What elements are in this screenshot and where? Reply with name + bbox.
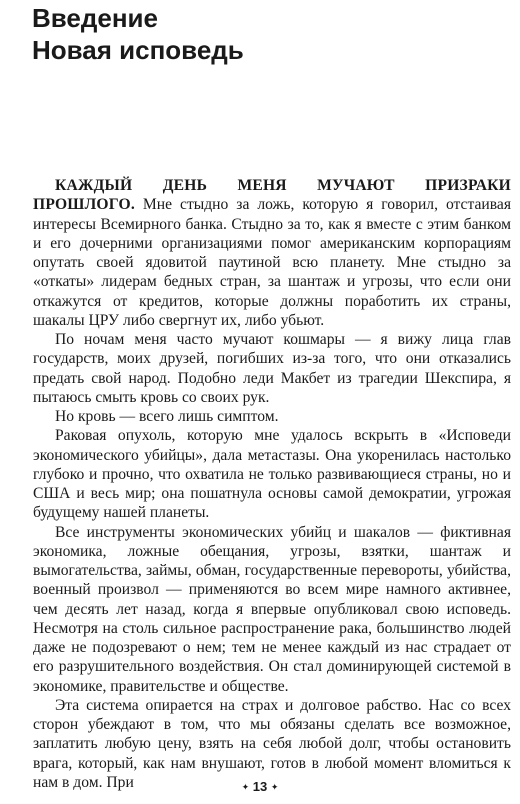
paragraph-2: По ночам меня часто мучают кошмары — я вижу лица глав государств, моих друзей, погибших из-за того, что они отказались предать свой народ. Подобно леди Макбет из трагедии Шекспира, я пытаюсь смыть кровь со своих рук. <box>33 331 511 406</box>
ornament-right-icon: ✦ <box>270 782 279 792</box>
chapter-title-line-1: Введение <box>32 3 158 33</box>
paragraph-4: Раковая опухоль, которую мне удалось вскрыть в «Исповеди экономического убийцы», дала метастазы. Она укоренилась настолько глубоко и прочно, что охватила не только развивающиеся страны, но и США и весь мир; она пошатнула основы самой демократии, угрожая будущему нашей планеты. <box>33 427 511 522</box>
paragraph-5: Все инструменты экономических убийц и шакалов — фиктивная экономика, ложные обещания, угрозы, взятки, шантаж и вымогательства, займы, обман, государственные перевороты, убийства, военный произвол — применяются во всем мире намного активнее, чем десять лет назад, когда я впервые опубликовал свою исповедь. Несмотря на столь сильное распространение рака, большинство людей даже не подозревают о нем; тем не менее каждый из нас страдает от его разрушительного воздействия. Он стал доминирующей системой в экономике, правительстве и обществе. <box>33 523 511 695</box>
page-number: 13 <box>252 779 268 794</box>
paragraph-1-text: Мне стыдно за ложь, которую я говорил, отстаивая интересы Всемирного банка. Стыдно за то, как я вместе с этим банком и его дочерними организациями помог американским корпорациям опутать своей ядовитой паутиной всю планету. Мне стыдно за «откаты» лидерам бедных стран, за шантаж и угрозы, что если они откажутся от кредитов, которые должны поработить их страны, шакалы ЦРУ либо свергнут их, либо убьют. <box>33 196 511 329</box>
chapter-heading <box>32 2 244 66</box>
ornament-left-icon: ✦ <box>241 782 250 792</box>
chapter-title-line-2: Новая исповедь <box>32 35 244 65</box>
paragraph-3: Но кровь — всего лишь симптом. <box>55 408 279 425</box>
paragraph-1 <box>33 176 511 330</box>
page-footer <box>0 778 520 796</box>
lead-in-caps: КАЖДЫЙ ДЕНЬ МЕНЯ МУЧАЮТ ПРИЗРАКИ ПРОШЛОГО. <box>33 177 511 214</box>
paragraph-6: Эта система опирается на страх и долговое рабство. Нас со всех сторон убеждают в том, что мы обязаны сделать все возможное, заплатить любую цену, взять на себя любой долг, чтобы остановить врага, который, как нам внушают, готов в любой момент вломиться к нам в дом. При <box>33 696 511 791</box>
chapter-body <box>33 176 511 792</box>
